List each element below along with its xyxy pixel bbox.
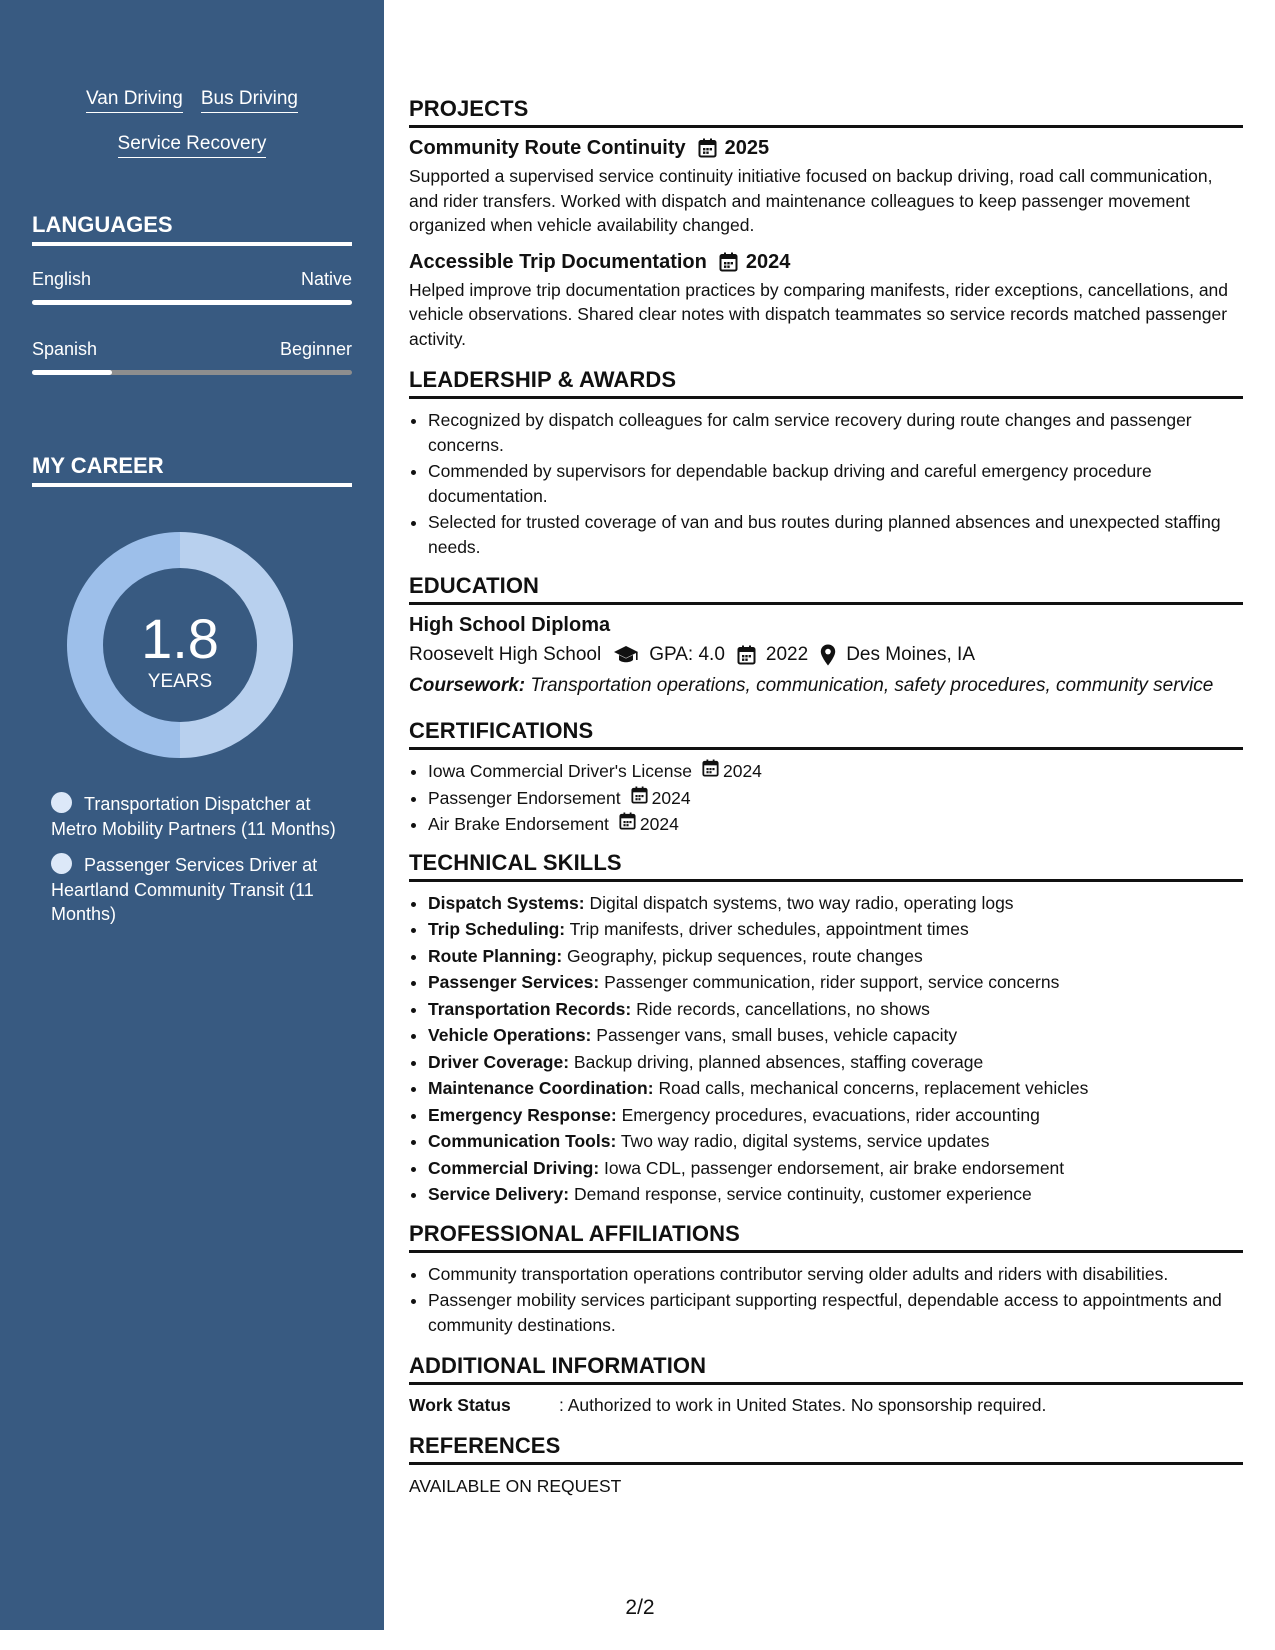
references-heading: REFERENCES <box>409 1433 1243 1465</box>
education-degree: High School Diploma <box>409 614 611 636</box>
location-pin-icon <box>820 644 836 666</box>
sidebar <box>0 0 384 1630</box>
list-item <box>428 944 1243 969</box>
career-list <box>51 792 336 939</box>
project-year: 2025 <box>724 137 770 159</box>
coursework-text: Transportation operations, communication, safety procedures, community service <box>530 675 1214 696</box>
list-item <box>428 812 1243 837</box>
list-item: • Selected for trusted coverage of van and bus routes during planned absences and unexpected staffing needs. <box>428 510 1243 559</box>
list-item <box>428 917 1243 942</box>
skill-label: Route Planning: <box>428 945 563 966</box>
leadership-heading: LEADERSHIP & AWARDS <box>409 367 1243 399</box>
languages-heading: LANGUAGES <box>32 212 352 246</box>
skill-label: Emergency Response: <box>428 1104 617 1125</box>
skill-value: Passenger communication, rider support, service concerns <box>604 972 1060 992</box>
skill-tag: Van Driving <box>86 88 183 113</box>
list-item <box>428 891 1243 916</box>
language-proficiency-bar <box>32 300 352 305</box>
list-item <box>428 1103 1243 1128</box>
references-text: AVAILABLE ON REQUEST <box>409 1476 622 1496</box>
certifications-heading: CERTIFICATIONS <box>409 718 1243 750</box>
skill-value: Road calls, mechanical concerns, replacement vehicles <box>658 1078 1089 1098</box>
certification-name: Air Brake Endorsement <box>428 814 609 834</box>
career-heading: MY CAREER <box>32 453 352 487</box>
skills-list <box>409 891 1243 1207</box>
project-title: Accessible Trip Documentation <box>409 250 707 273</box>
calendar-icon <box>702 759 723 784</box>
education-meta <box>409 642 1243 668</box>
certification-year: 2024 <box>722 761 762 781</box>
career-item-text: Transportation Dispatcher at Metro Mobility Partners (11 Months) <box>51 794 336 839</box>
skill-label: Passenger Services: <box>428 972 600 992</box>
graduation-cap-icon <box>613 645 639 665</box>
skill-tags-row-1 <box>0 88 384 113</box>
project-description: Helped improve trip documentation practices by comparing manifests, rider exceptions, cancellations, and vehicle observations. Shared clear notes with dispatch teammates so service records matched passenger activity. <box>409 279 1229 349</box>
certification-name: Iowa Commercial Driver's License <box>428 761 692 781</box>
skill-label: Transportation Records: <box>428 998 632 1019</box>
career-item <box>51 853 336 927</box>
language-proficiency-fill <box>32 300 352 305</box>
affiliations-list <box>409 1262 1243 1338</box>
list-item <box>428 1076 1243 1101</box>
skill-label: Trip Scheduling: <box>428 919 566 939</box>
coursework <box>409 673 1243 698</box>
project-description: Supported a supervised service continuity initiative focused on backup driving, road call communication, and rider transfers. Worked with dispatch and maintenance colleagues to keep passenger movement organized when vehicle availability changed. <box>409 166 1213 235</box>
skills-heading: TECHNICAL SKILLS <box>409 850 1243 882</box>
skill-tag: Service Recovery <box>118 133 267 158</box>
project-title: Community Route Continuity <box>409 137 686 159</box>
list-item <box>428 1129 1243 1154</box>
career-dot <box>51 853 72 874</box>
leadership-list <box>409 408 1243 559</box>
skill-label: Service Delivery: <box>428 1184 570 1204</box>
work-status-value: : Authorized to work in United States. No sponsorship required. <box>559 1395 1047 1415</box>
gpa: GPA: 4.0 <box>649 644 725 665</box>
language-name: Spanish <box>32 339 98 359</box>
skill-tag: Bus Driving <box>201 88 298 113</box>
projects-heading: PROJECTS <box>409 96 1243 128</box>
project-item <box>409 249 1243 352</box>
school-location: Des Moines, IA <box>846 644 976 665</box>
skill-label: Maintenance Coordination: <box>428 1078 654 1098</box>
list-item <box>428 786 1243 811</box>
skill-value: Backup driving, planned absences, staffing coverage <box>573 1051 984 1072</box>
certifications-list <box>409 759 1243 837</box>
calendar-icon <box>619 812 640 837</box>
list-item <box>428 997 1243 1022</box>
skill-value: Geography, pickup sequences, route changes <box>567 945 923 966</box>
language-item <box>32 338 352 375</box>
skill-value: Passenger vans, small buses, vehicle capacity <box>596 1025 958 1045</box>
language-level: Beginner <box>279 339 352 359</box>
language-proficiency-bar <box>32 370 352 375</box>
additional-heading: ADDITIONAL INFORMATION <box>409 1353 1243 1385</box>
skill-value: Demand response, service continuity, customer experience <box>573 1184 1032 1204</box>
skill-label: Dispatch Systems: <box>428 892 585 913</box>
main-content <box>409 96 1243 1499</box>
skill-label: Driver Coverage: <box>428 1051 570 1072</box>
language-level: Native <box>300 269 352 289</box>
language-proficiency-fill <box>32 370 112 375</box>
calendar-icon <box>698 138 717 158</box>
career-donut-chart <box>67 532 293 758</box>
coursework-label: Coursework: <box>409 675 526 696</box>
list-item <box>428 970 1243 995</box>
work-status-row <box>409 1393 1243 1417</box>
skill-value: Two way radio, digital systems, service updates <box>620 1131 990 1151</box>
career-total-value: 1.8 <box>141 607 219 670</box>
skill-label: Commercial Driving: <box>428 1157 600 1178</box>
skill-value: Trip manifests, driver schedules, appointment times <box>569 919 969 939</box>
work-status-label: Work Status <box>409 1395 511 1415</box>
list-item <box>428 1023 1243 1048</box>
list-item <box>428 1156 1243 1181</box>
career-total-unit: YEARS <box>147 671 213 692</box>
certification-year: 2024 <box>651 787 691 808</box>
calendar-icon <box>719 252 738 272</box>
language-item <box>32 268 352 305</box>
list-item <box>428 1050 1243 1075</box>
certification-year: 2024 <box>639 814 679 834</box>
project-year: 2024 <box>745 250 791 273</box>
project-item <box>409 135 1243 238</box>
skill-value: Iowa CDL, passenger endorsement, air brake endorsement <box>604 1157 1065 1178</box>
skill-label: Communication Tools: <box>428 1131 617 1151</box>
skill-value: Ride records, cancellations, no shows <box>636 998 930 1019</box>
education-heading: EDUCATION <box>409 573 1243 605</box>
skill-value: Emergency procedures, evacuations, rider accounting <box>621 1104 1040 1125</box>
graduation-year: 2022 <box>765 644 809 665</box>
certification-name: Passenger Endorsement <box>428 787 621 808</box>
career-item-text: Passenger Services Driver at Heartland Community Transit (11 Months) <box>51 855 318 924</box>
language-name: English <box>32 269 92 289</box>
calendar-icon <box>631 786 652 811</box>
calendar-icon <box>737 645 756 665</box>
page-number: 2/2 <box>625 1596 655 1619</box>
list-item: • Commended by supervisors for dependable backup driving and careful emergency procedure documentation. <box>428 459 1243 508</box>
skill-label: Vehicle Operations: <box>428 1025 592 1045</box>
school-name: Roosevelt High School <box>409 644 602 665</box>
skill-value: Digital dispatch systems, two way radio, operating logs <box>589 892 1014 913</box>
list-item <box>428 759 1243 784</box>
list-item: • Community transportation operations contributor serving older adults and riders with disabilities. <box>428 1262 1243 1287</box>
list-item <box>428 1182 1243 1207</box>
list-item: • Recognized by dispatch colleagues for calm service recovery during route changes and passenger concerns. <box>428 408 1243 457</box>
career-dot <box>51 792 72 813</box>
skill-tags-row-2 <box>0 133 384 158</box>
list-item: • Passenger mobility services participant supporting respectful, dependable access to appointments and community destinations. <box>428 1288 1243 1337</box>
career-item <box>51 792 336 841</box>
affiliations-heading: PROFESSIONAL AFFILIATIONS <box>409 1221 1243 1253</box>
